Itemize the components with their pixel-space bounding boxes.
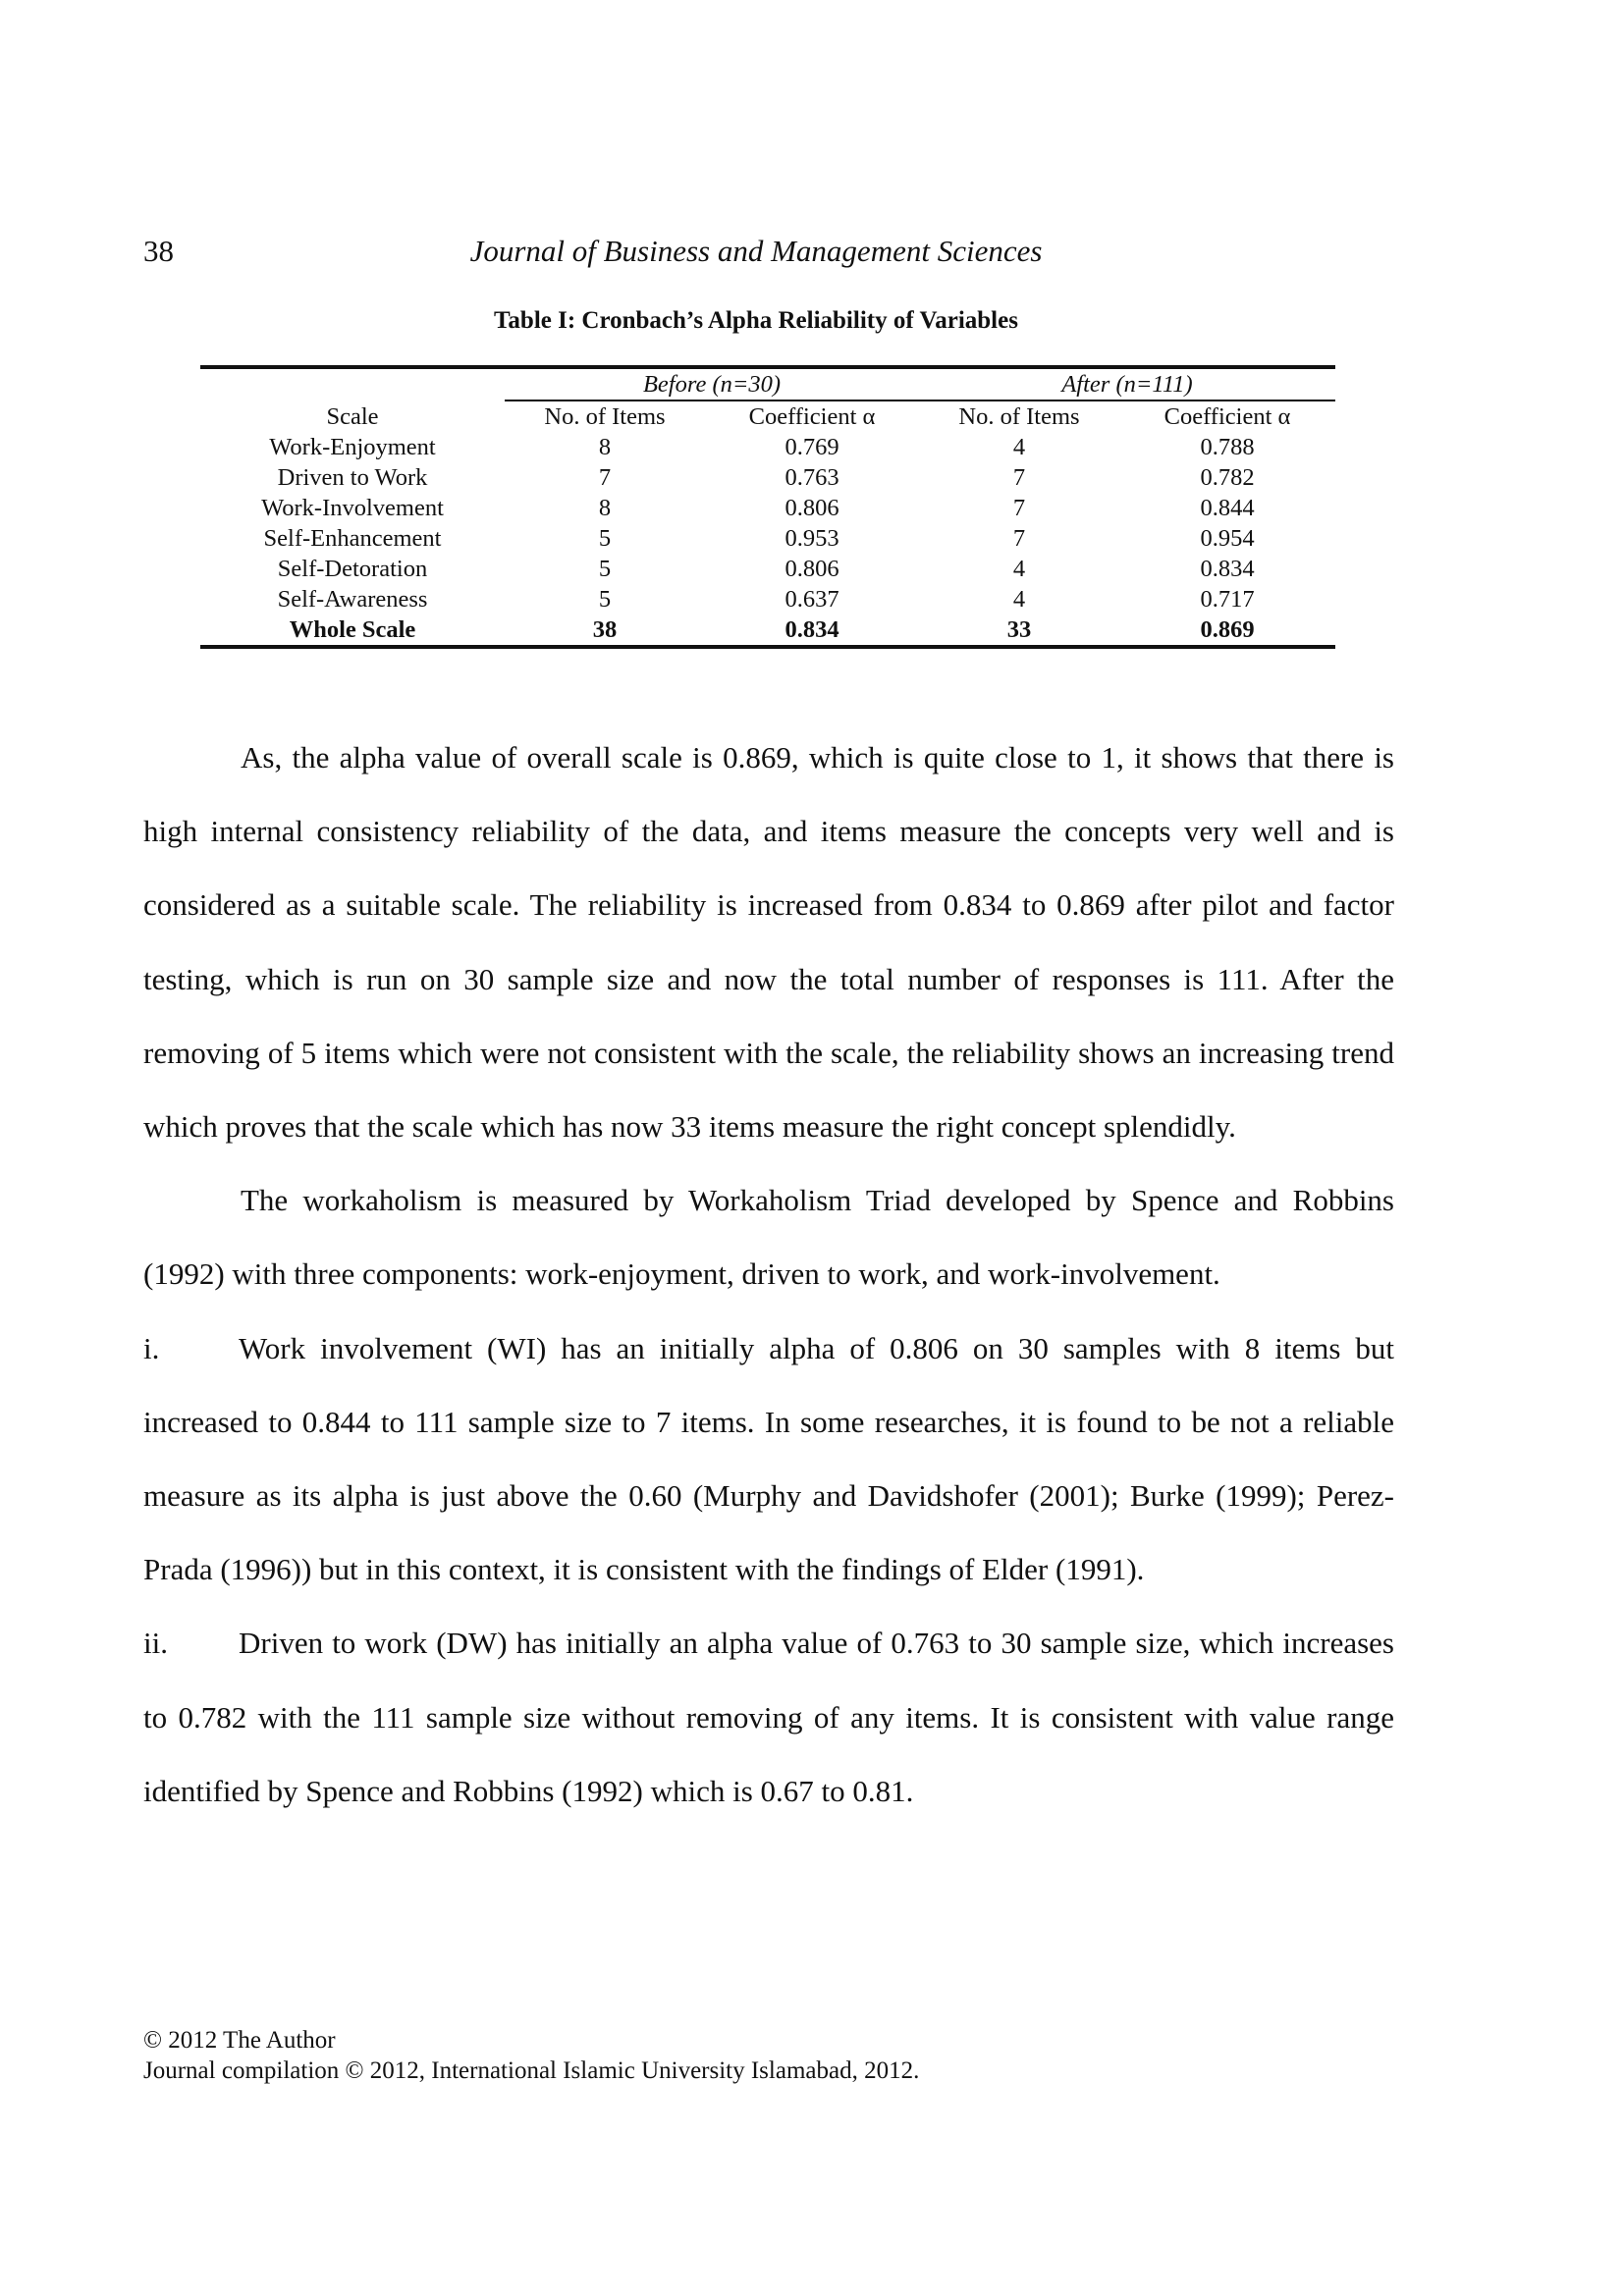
table-cell: 8 [598,434,612,460]
column-header: Coefficient α [748,403,876,430]
table-cell: 0.953 [784,525,839,552]
table-cell: 0.717 [1200,586,1255,613]
table-cell: 0.834 [705,614,919,647]
body-text [143,721,1394,1828]
table-cell: 0.769 [784,434,839,460]
page-number: 38 [143,234,174,268]
table-cell: 0.834 [1200,556,1255,582]
table-caption: Table I: Cronbach’s Alpha Reliability of Variables [494,307,1018,334]
list-item-text: Work involvement (WI) has an initially alpha of 0.806 on 30 samples with 8 items but increased to 0.844 to 111 sample size to 7 items. In some researches, it is found to be not a reliable measure as its alpha is just above the 0.60 (Murphy and Davidshofer (2001); Burke (1999); Perez-Prada (1996)) but in this context, it is consistent with the findings of Elder (1991). [143,1330,1394,1587]
table-cell: 0.844 [1200,495,1255,521]
table-cell: 7 [1012,495,1026,521]
table-cell: 4 [1012,586,1026,613]
table-cell: 0.788 [1200,434,1255,460]
table-cell: 4 [1012,434,1026,460]
table-cell: 7 [598,464,612,491]
table-cell: 38 [505,614,705,647]
table-cell: 8 [598,495,612,521]
table-cell: 0.637 [784,586,839,613]
table-cell: 0.869 [1119,614,1335,647]
table-group-header-row [200,367,1335,400]
table-cell: Work-Enjoyment [269,434,436,460]
column-header: No. of Items [544,403,666,430]
copyright-footer [143,2025,919,2086]
table-cell: 4 [1012,556,1026,582]
list-item-text: Driven to work (DW) has initially an alpha value of 0.763 to 30 sample size, which increases to 0.782 with the 111 sample size without removing of any items. It is consistent with value range identified by Spence and Robbins (1992) which is 0.67 to 0.81. [143,1626,1394,1808]
table-cell: 0.782 [1200,464,1255,491]
compilation-line: Journal compilation © 2012, International Islamic University Islamabad, 2012. [143,2057,920,2084]
table-cell: 0.806 [784,495,839,521]
table-total-row [200,614,1335,647]
table-cell: 7 [1012,525,1026,552]
copyright-line: © 2012 The Author [143,2027,336,2054]
reliability-table [200,365,1335,649]
table-cell: 5 [598,586,612,613]
table-cell: 33 [919,614,1119,647]
group-before-header: Before (n=30) [505,367,919,400]
group-after-header: After (n=111) [919,367,1335,400]
column-header: Coefficient α [1163,403,1291,430]
table-row [200,462,1335,493]
table-cell: Whole Scale [200,614,505,647]
table-row [200,523,1335,554]
table-cell: 0.954 [1200,525,1255,552]
journal-title: Journal of Business and Management Sciences [469,234,1043,268]
column-header: Scale [326,402,379,430]
table-cell: Driven to Work [277,464,428,491]
list-item [143,1311,1394,1607]
paragraph: As, the alpha value of overall scale is 0.869, which is quite close to 1, it shows that there is high internal consistency reliability of the data, and items measure the concepts very well and is considered as a suitable scale. The reliability is increased from 0.834 to 0.869 after pilot and factor testing, which is run on 30 sample size and now the total number of responses is 111. After the removing of 5 items which were not consistent with the scale, the reliability shows an increasing trend which proves that the scale which has now 33 items measure the right concept splendidly. [143,740,1394,1145]
list-item [143,1606,1394,1828]
table-row [200,584,1335,614]
table-row [200,432,1335,462]
table-cell: 0.763 [784,464,839,491]
table-row [200,493,1335,523]
list-marker: i. [143,1330,160,1365]
table-column-header-row [200,400,1335,432]
table-cell: Work-Involvement [261,495,444,521]
table-cell: 0.806 [784,556,839,582]
table-cell: Self-Awareness [277,586,428,613]
table-cell: Self-Enhancement [263,525,442,552]
table-group-spacer [200,367,505,400]
paragraph: The workaholism is measured by Workaholism Triad developed by Spence and Robbins (1992) with three components: work-enjoyment, driven to work, and work-involvement. [143,1183,1394,1292]
table-cell: 5 [598,525,612,552]
table-row [200,554,1335,584]
column-header: No. of Items [958,403,1080,430]
table-cell: 5 [598,556,612,582]
table-cell: 7 [1012,464,1026,491]
list-marker: ii. [143,1626,168,1661]
table-cell: Self-Detoration [277,556,428,582]
